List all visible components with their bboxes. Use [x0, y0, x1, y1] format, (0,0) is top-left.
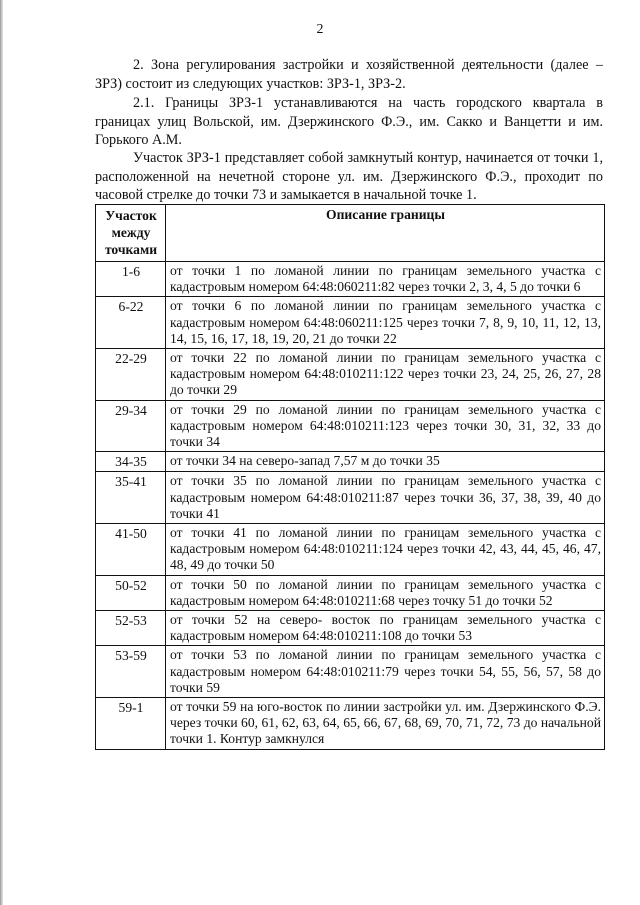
segment-cell: 34-35	[96, 452, 166, 472]
table-row	[96, 472, 605, 524]
description-cell: от точки 6 по ломаной линии по границам земельного участка с кадастровым номером 64:48:060211:125 через точки 7, 8, 9, 10, 11, 12, 13, 14, 15, 16, 17, 18, 19, 20, 21 до точки 22	[166, 297, 605, 349]
header-description: Описание границы	[166, 205, 605, 262]
description-cell: от точки 59 на юго-восток по линии застройки ул. им. Дзержинского Ф.Э. через точки 60, 61, 62, 63, 64, 65, 66, 67, 68, 69, 70, 71, 72, 73 до начальной точки 1. Контур замкнулся	[166, 698, 605, 750]
description-cell: от точки 41 по ломаной линии по границам земельного участка с кадастровым номером 64:48:010211:124 через точки 42, 43, 44, 45, 46, 47, 48, 49 до точки 50	[166, 524, 605, 576]
segment-cell: 41-50	[96, 524, 166, 576]
segment-cell: 29-34	[96, 400, 166, 452]
table-row	[96, 349, 605, 401]
paragraph-zrz1-borders	[95, 94, 603, 150]
description-cell: от точки 22 по ломаной линии по границам земельного участка с кадастровым номером 64:48:010211:122 через точки 23, 24, 25, 26, 27, 28 до точки 29	[166, 349, 605, 401]
segment-cell: 52-53	[96, 611, 166, 646]
segment-cell: 1-6	[96, 262, 166, 297]
table-row	[96, 262, 605, 297]
paragraph-text: 2.1. Границы ЗРЗ-1 устанавливаются на часть городского квартала в границах улиц Вольской, им. Дзержинского Ф.Э., им. Сакко и Ванцетти и им. Горького А.М.	[95, 95, 603, 148]
description-cell: от точки 29 по ломаной линии по границам земельного участка с кадастровым номером 64:48:010211:123 через точки 30, 31, 32, 33 до точки 34	[166, 400, 605, 452]
segment-cell: 22-29	[96, 349, 166, 401]
table-row	[96, 524, 605, 576]
table-body	[96, 262, 605, 750]
table-row	[96, 575, 605, 610]
description-cell: от точки 52 на северо- восток по границам земельного участка с кадастровым номером 64:48:010211:108 до точки 53	[166, 611, 605, 646]
table-row	[96, 400, 605, 452]
table-row	[96, 646, 605, 698]
segment-cell: 6-22	[96, 297, 166, 349]
table-row	[96, 297, 605, 349]
table-row	[96, 611, 605, 646]
table-header-row	[96, 205, 605, 262]
boundary-table	[95, 204, 605, 750]
paragraph-text: Участок ЗРЗ-1 представляет собой замкнутый контур, начинается от точки 1, расположенной на нечетной стороне ул. им. Дзержинского Ф.Э., проходит по часовой стрелке до точки 73 и замыкается в начальной точке 1.	[95, 150, 603, 203]
table-row	[96, 452, 605, 472]
segment-cell: 35-41	[96, 472, 166, 524]
segment-cell: 53-59	[96, 646, 166, 698]
description-cell: от точки 53 по ломаной линии по границам земельного участка с кадастровым номером 64:48:010211:79 через точки 54, 55, 56, 57, 58 до точки 59	[166, 646, 605, 698]
segment-cell: 50-52	[96, 575, 166, 610]
description-cell: от точки 35 по ломаной линии по границам земельного участка с кадастровым номером 64:48:010211:87 через точки 36, 37, 38, 39, 40 до точки 41	[166, 472, 605, 524]
paragraph-zrz1-contour	[95, 149, 603, 205]
header-segment: Участок между точками	[96, 205, 166, 262]
segment-cell: 59-1	[96, 698, 166, 750]
table-row	[96, 698, 605, 750]
description-cell: от точки 34 на северо-запад 7,57 м до точки 35	[166, 452, 605, 472]
description-cell: от точки 50 по ломаной линии по границам земельного участка с кадастровым номером 64:48:010211:68 через точку 51 до точки 52	[166, 575, 605, 610]
scan-edge-shadow	[0, 0, 3, 905]
paragraph-zone-composition	[95, 56, 603, 93]
description-cell: от точки 1 по ломаной линии по границам земельного участка с кадастровым номером 64:48:060211:82 через точки 2, 3, 4, 5 до точки 6	[166, 262, 605, 297]
page-number: 2	[316, 22, 324, 37]
paragraph-text: 2. Зона регулирования застройки и хозяйственной деятельности (далее – ЗРЗ) состоит из следующих участков: ЗРЗ-1, ЗРЗ-2.	[95, 57, 603, 92]
